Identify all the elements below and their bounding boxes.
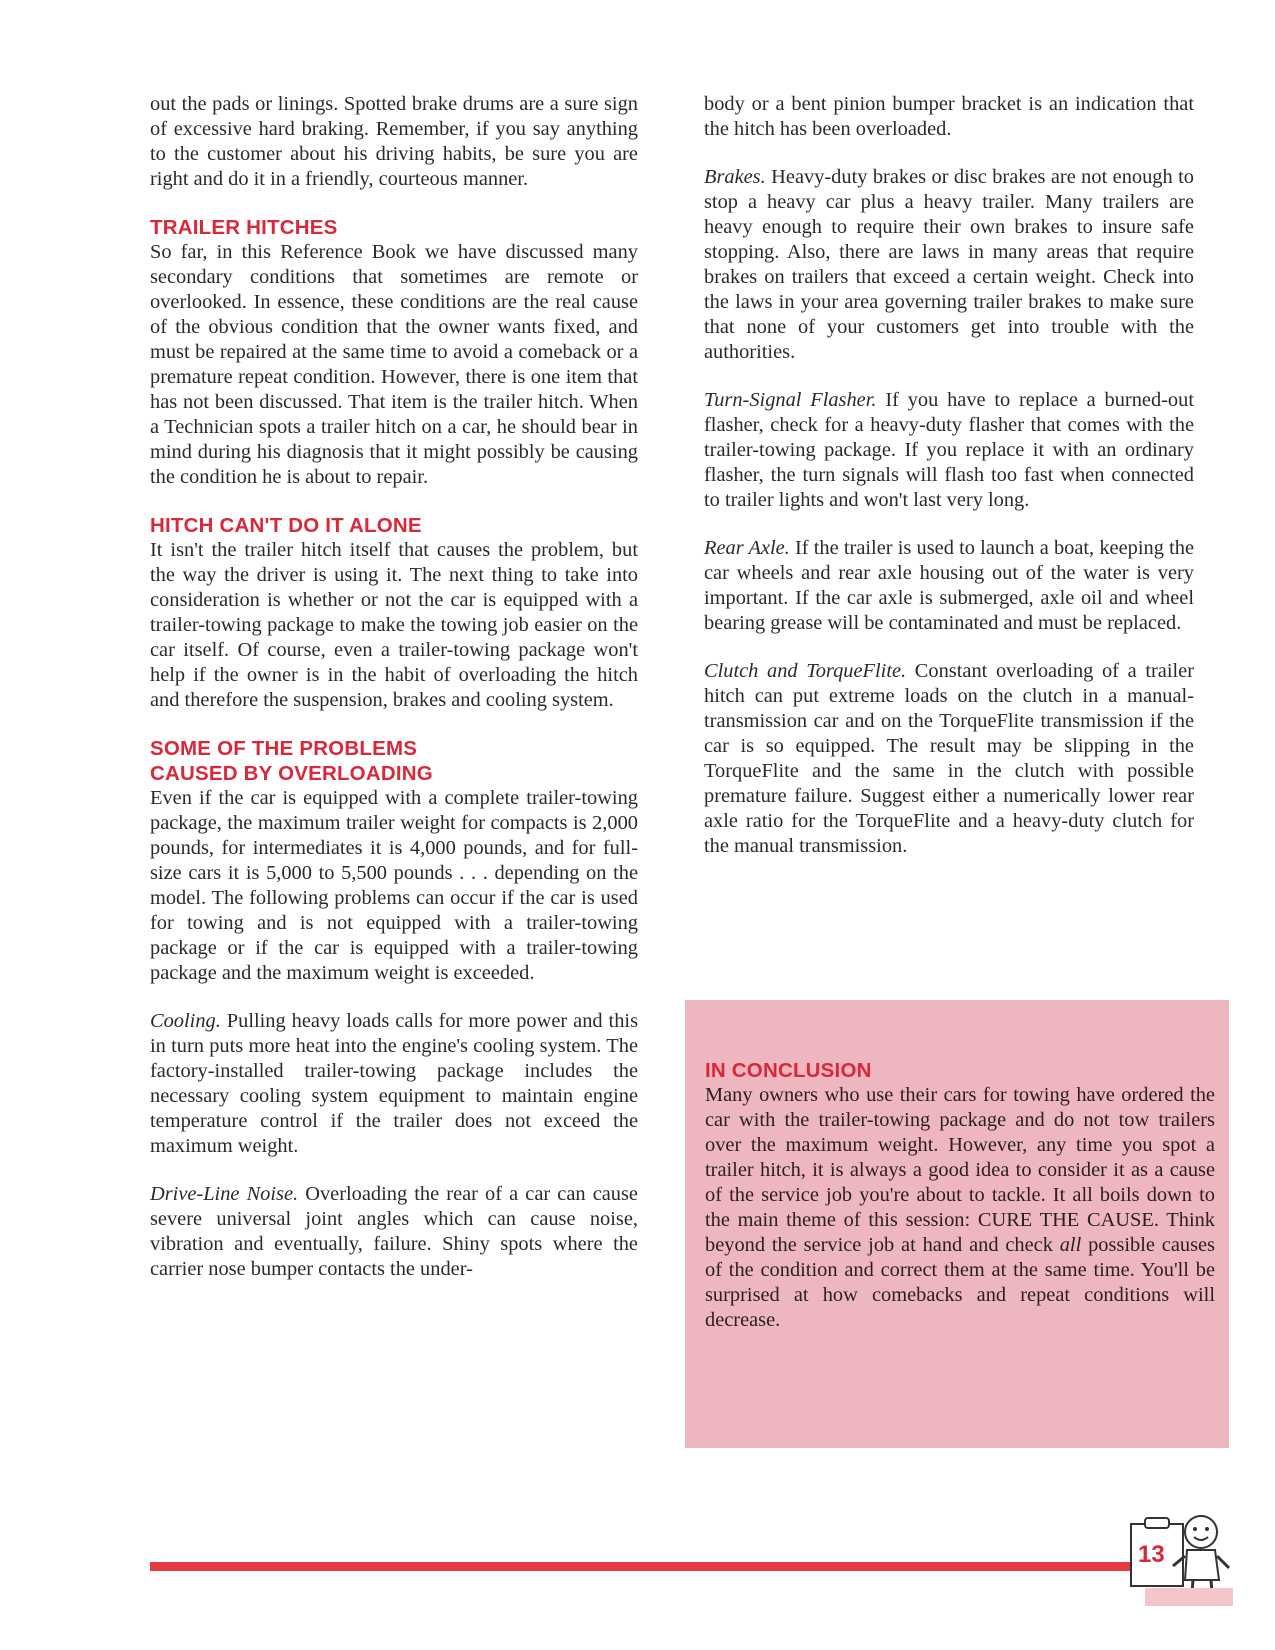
clutch-text: Constant overloading of a trailer hitch can put extreme loads on the clutch in a manual-transmission car and on the TorqueFlite transmission if the car is so equipped. The result may be slipping in the TorqueFlite and the same in the clutch with possible premature failure. Suggest either a numerically lower rear axle ratio for the TorqueFlite and a heavy-duty clutch for the manual transmission. xyxy=(704,660,1194,857)
conclusion-heading: IN CONCLUSION xyxy=(705,1059,872,1082)
hitch-cant-paragraph: It isn't the trailer hitch itself that causes the problem, but the way the driver is using it. The next thing to take into consideration is whether or not the car is equipped with a trailer-towing package to make the towing job easier on the car itself. Of course, even a trailer-towing package won't help if the owner is in the habit of overloading the hitch and therefore the suspension, brakes and cooling system. xyxy=(150,539,638,711)
flasher-text: If you have to replace a burned-out flasher, check for a heavy-duty flasher that comes with the trailer-towing package. If you replace it with an ordinary flasher, the turn signals will flash too fast when connected to trailer lights and won't last very long. xyxy=(704,389,1194,511)
clutch-label: Clutch and TorqueFlite. xyxy=(704,660,907,682)
flasher-label: Turn-Signal Flasher. xyxy=(704,389,877,411)
cooling-label: Cooling. xyxy=(150,1010,221,1032)
brakes-paragraph xyxy=(704,165,1194,365)
axle-text: If the trailer is used to launch a boat, keeping the car wheels and rear axle housing out of the water is very important. If the car axle is submerged, axle oil and wheel bearing grease will be contaminated and must be replaced. xyxy=(704,537,1194,634)
footer-rule xyxy=(150,1562,1150,1571)
conclusion-emphasis: all xyxy=(1059,1234,1082,1256)
section-heading-hitch-cant: HITCH CAN'T DO IT ALONE xyxy=(150,514,422,537)
section-heading-trailer-hitches: TRAILER HITCHES xyxy=(150,216,338,239)
intro-paragraph: out the pads or linings. Spotted brake drums are a sure sign of excessive hard braking. Remember, if you say anything to the customer about his driving habits, be sure you are right and do it in a friendly, courteous manner. xyxy=(150,93,638,190)
brakes-label: Brakes. xyxy=(704,166,766,188)
axle-label: Rear Axle. xyxy=(704,537,790,559)
conclusion-content xyxy=(705,1058,1215,1333)
axle-paragraph xyxy=(704,536,1194,636)
cooling-text: Pulling heavy loads calls for more power and this in turn puts more heat into the engine's cooling system. The factory-installed trailer-towing package includes the necessary cooling system equipment to maintain engine temperature control if the trailer does not exceed the maximum weight. xyxy=(150,1010,638,1157)
section-heading-problems-line1: SOME OF THE PROBLEMS xyxy=(150,737,418,760)
left-column xyxy=(150,92,638,1305)
driveline-paragraph xyxy=(150,1182,638,1282)
section-heading-problems-line2: CAUSED BY OVERLOADING xyxy=(150,762,433,785)
continued-paragraph: body or a bent pinion bumper bracket is an indication that the hitch has been overloaded. xyxy=(704,93,1194,140)
clutch-paragraph xyxy=(704,659,1194,859)
driveline-label: Drive-Line Noise. xyxy=(150,1183,299,1205)
brakes-text: Heavy-duty brakes or disc brakes are not enough to stop a heavy car plus a heavy trailer. Many trailers are heavy enough to require their own brakes to insure safe stopping. Also, there are laws in many areas that require brakes on trailers that exceed a certain weight. Check into the laws in your area governing trailer brakes to make sure that none of your customers get into trouble with the authorities. xyxy=(704,166,1194,363)
right-column xyxy=(704,92,1194,882)
problems-paragraph: Even if the car is equipped with a complete trailer-towing package, the maximum trailer weight for compacts is 2,000 pounds, for intermediates it is 4,000 pounds, and for full-size cars it is 5,000 to 5,500 pounds . . . depending on the model. The following problems can occur if the car is used for towing and is not equipped with a trailer-towing package or if the car is equipped with a trailer-towing package and the maximum weight is exceeded. xyxy=(150,787,638,984)
trailer-hitches-paragraph: So far, in this Reference Book we have discussed many secondary conditions that sometimes are remote or overlooked. In essence, these conditions are the real cause of the obvious condition that the owner wants fixed, and must be repaired at the same time to avoid a comeback or a premature repeat condition. However, there is one item that has not been discussed. That item is the trailer hitch. When a Technician spots a trailer hitch on a car, he should bear in mind during his diagnosis that it might possibly be causing the condition he is about to repair. xyxy=(150,241,638,488)
conclusion-paragraph xyxy=(705,1083,1215,1333)
cooling-paragraph xyxy=(150,1009,638,1159)
flasher-paragraph xyxy=(704,388,1194,513)
page-number: 13 xyxy=(1138,1541,1165,1568)
conclusion-text-after: possible causes of the condition and correct them at the same time. You'll be surprised at how comebacks and repeat conditions will decrease. xyxy=(705,1234,1215,1331)
conclusion-box xyxy=(685,1000,1229,1448)
conclusion-text-before: Many owners who use their cars for towing have ordered the car with the trailer-towing package and do not tow trailers over the maximum weight. However, any time you spot a trailer hitch, it is always a good idea to consider it as a cause of the service job you're about to tackle. It all boils down to the main theme of this session: CURE THE CAUSE. Think beyond the service job at hand and check xyxy=(705,1084,1215,1256)
driveline-text: Overloading the rear of a car can cause severe universal joint angles which can cause noise, vibration and eventually, failure. Shiny spots where the carrier nose bumper contacts the under- xyxy=(150,1183,638,1280)
